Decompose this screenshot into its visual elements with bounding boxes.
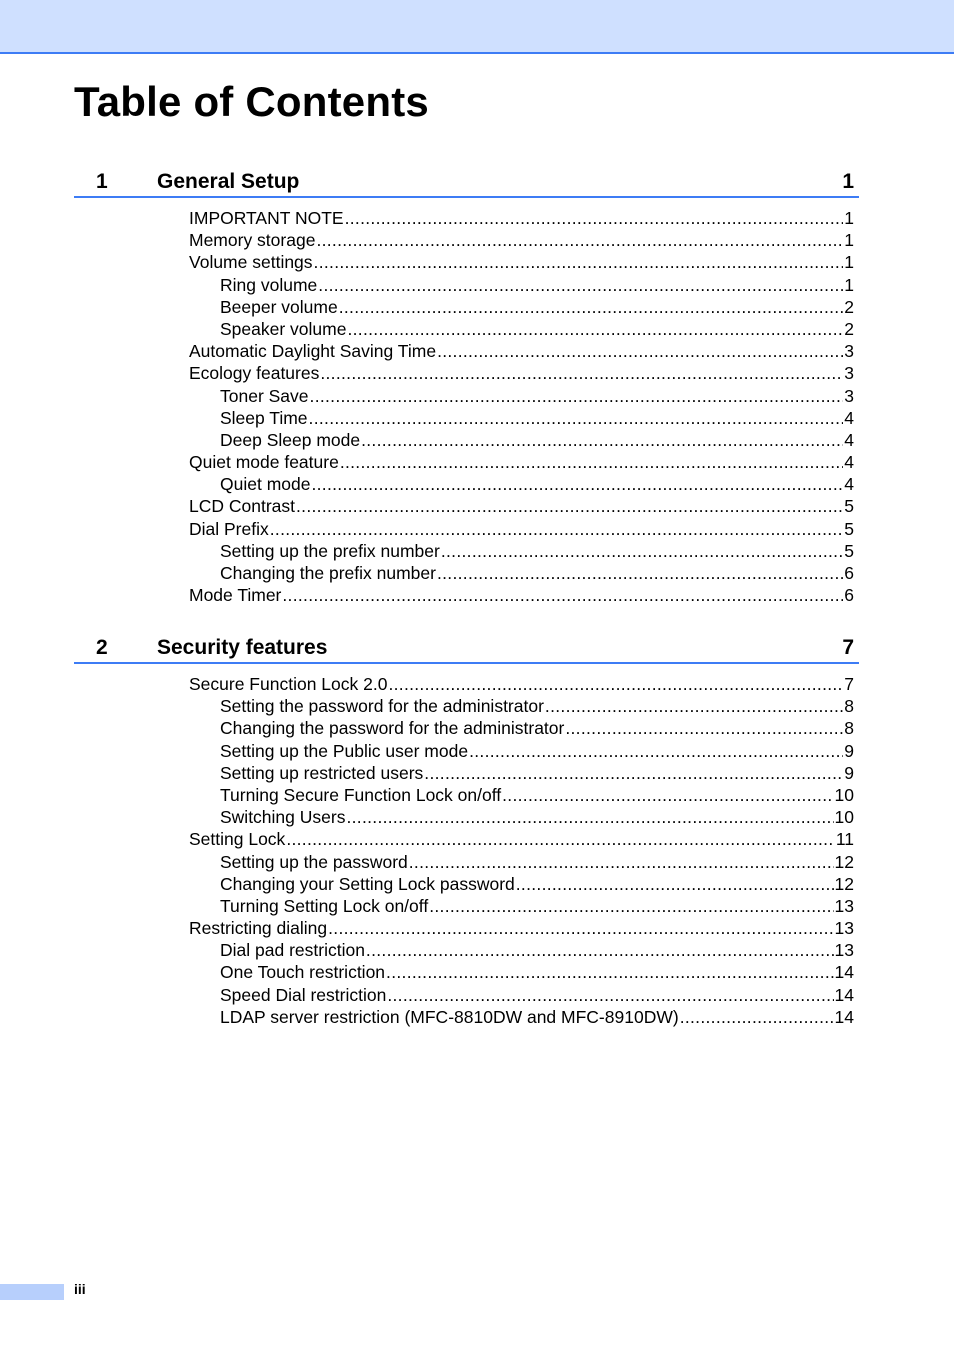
toc-entry-page: 13 xyxy=(834,940,854,961)
toc-entry-page: 14 xyxy=(834,962,854,983)
toc-entry-page: 14 xyxy=(834,1006,854,1027)
toc-entry[interactable] xyxy=(74,695,859,717)
footer-page-number: iii xyxy=(74,1281,86,1297)
toc-entry-page: 9 xyxy=(844,740,854,761)
toc-entry[interactable] xyxy=(74,961,859,983)
toc-entry-page: 4 xyxy=(844,407,854,428)
toc-entry-page: 7 xyxy=(844,674,854,694)
dot-leader xyxy=(314,251,844,273)
chapter-1 xyxy=(74,168,859,606)
chapter-number: 2 xyxy=(96,636,108,659)
dot-leader xyxy=(409,851,834,873)
toc-entry[interactable] xyxy=(74,740,859,762)
toc-entry-page: 12 xyxy=(834,873,854,894)
dot-leader xyxy=(282,584,843,606)
toc-entry[interactable] xyxy=(74,495,859,517)
dot-leader xyxy=(545,695,843,717)
toc-entry-page: 1 xyxy=(844,208,854,228)
toc-entry-page: 6 xyxy=(844,585,854,606)
dot-leader xyxy=(309,407,844,429)
toc-entry-text: Speaker volume xyxy=(220,318,347,339)
toc-entry[interactable] xyxy=(74,562,859,584)
toc-entry-page: 1 xyxy=(844,252,854,273)
chapter-number: 1 xyxy=(96,170,108,193)
dot-leader xyxy=(346,806,833,828)
dot-leader xyxy=(424,762,843,784)
toc-entry-page: 5 xyxy=(844,496,854,517)
toc-entry[interactable] xyxy=(74,1006,859,1028)
page-title: Table of Contents xyxy=(74,78,429,125)
dot-leader xyxy=(340,451,843,473)
toc-entry-text: Setting up the password xyxy=(220,851,408,872)
dot-leader xyxy=(366,939,834,961)
footer-tab xyxy=(0,1284,64,1300)
dot-leader xyxy=(516,873,834,895)
toc-entry-page: 4 xyxy=(844,452,854,473)
toc-entry[interactable] xyxy=(74,717,859,739)
toc-entry-page: 1 xyxy=(844,274,854,295)
dot-leader xyxy=(387,984,833,1006)
toc-entry-page: 4 xyxy=(844,429,854,450)
toc-entry[interactable] xyxy=(74,784,859,806)
dot-leader xyxy=(339,296,844,318)
toc-entry[interactable] xyxy=(74,939,859,961)
toc-entry-page: 5 xyxy=(844,540,854,561)
toc-entry[interactable] xyxy=(74,274,859,296)
toc-entry-page: 5 xyxy=(844,518,854,539)
dot-leader xyxy=(429,895,833,917)
toc-entry-text: Secure Function Lock 2.0 xyxy=(189,674,388,694)
toc-entry[interactable] xyxy=(74,895,859,917)
toc-entry-page: 1 xyxy=(844,230,854,251)
toc-entry-page: 6 xyxy=(844,563,854,583)
toc-entry[interactable] xyxy=(74,251,859,273)
toc-entry[interactable] xyxy=(74,873,859,895)
dot-leader xyxy=(310,385,844,407)
chapter-page: 7 xyxy=(842,636,854,659)
toc-entry-text: Deep Sleep mode xyxy=(220,429,361,450)
toc-entry-list xyxy=(74,207,859,606)
chapter-heading[interactable] xyxy=(74,634,859,664)
toc-entry[interactable] xyxy=(74,984,859,1006)
dot-leader xyxy=(316,229,843,251)
toc-entry-text: Speed Dial restriction xyxy=(220,984,387,1005)
toc-entry-page: 10 xyxy=(834,784,854,805)
toc-entry[interactable] xyxy=(74,229,859,251)
toc-entry-page: 11 xyxy=(835,829,854,850)
toc-entry-text: Turning Setting Lock on/off xyxy=(220,895,429,916)
dot-leader xyxy=(680,1006,834,1028)
toc-entry-page: 13 xyxy=(834,895,854,916)
toc-entry-text: Setting up restricted users xyxy=(220,762,424,783)
dot-leader xyxy=(565,717,843,739)
toc-entry-text: Quiet mode feature xyxy=(189,452,339,473)
toc-entry-text: One Touch restriction xyxy=(220,962,386,983)
dot-leader xyxy=(347,318,843,340)
toc-entry-text: Setting up the prefix number xyxy=(220,540,440,561)
toc-entry-text: LDAP server restriction (MFC-8810DW and MFC-8910DW) xyxy=(220,1006,679,1027)
chapter-title: Security features xyxy=(157,636,328,659)
chapter-heading[interactable] xyxy=(74,168,859,198)
toc-entry-text: Setting Lock xyxy=(189,829,286,850)
toc-entry-page: 2 xyxy=(844,318,854,339)
toc-entry-text: Toner Save xyxy=(220,385,309,406)
toc-entry-page: 14 xyxy=(834,984,854,1005)
dot-leader xyxy=(361,429,843,451)
dot-leader xyxy=(437,340,843,362)
toc-entry-text: Mode Timer xyxy=(189,585,282,606)
chapter-2 xyxy=(74,634,859,1028)
toc-entry[interactable] xyxy=(74,762,859,784)
dot-leader xyxy=(388,673,843,695)
toc-entry-text: Switching Users xyxy=(220,807,346,828)
toc-entry-page: 9 xyxy=(844,762,854,783)
toc-entry-text: Quiet mode xyxy=(220,474,311,495)
toc-entry-text: Volume settings xyxy=(189,252,313,273)
dot-leader xyxy=(296,495,843,517)
toc-entry-page: 13 xyxy=(834,918,854,939)
toc-entry[interactable] xyxy=(74,518,859,540)
toc-entry-text: LCD Contrast xyxy=(189,496,296,517)
toc-entry-text: Beeper volume xyxy=(220,296,338,317)
dot-leader xyxy=(320,362,843,384)
toc-entry-text: Turning Secure Function Lock on/off xyxy=(220,784,502,805)
dot-leader xyxy=(318,274,843,296)
header-band xyxy=(0,0,954,54)
toc-entry[interactable] xyxy=(74,340,859,362)
dot-leader xyxy=(437,562,843,584)
toc-entry[interactable] xyxy=(74,451,859,473)
toc-entry[interactable] xyxy=(74,828,859,850)
toc-entry-text: Setting the password for the administrator xyxy=(220,696,544,717)
toc-entry-text: Ecology features xyxy=(189,363,320,384)
toc-entry[interactable] xyxy=(74,473,859,495)
dot-leader xyxy=(469,740,843,762)
toc-entry-page: 4 xyxy=(844,474,854,495)
toc-entry-page: 8 xyxy=(844,718,854,739)
dot-leader xyxy=(328,917,833,939)
toc-entry[interactable] xyxy=(74,429,859,451)
toc-entry-text: Automatic Daylight Saving Time xyxy=(189,341,437,362)
chapter-page: 1 xyxy=(842,170,854,193)
toc-entry-text: Memory storage xyxy=(189,230,316,251)
toc-entry-text: IMPORTANT NOTE xyxy=(189,208,344,228)
toc-entry-page: 2 xyxy=(844,296,854,317)
toc-entry[interactable] xyxy=(74,540,859,562)
toc-entry[interactable] xyxy=(74,385,859,407)
toc-entry-page: 10 xyxy=(834,807,854,828)
toc-entry[interactable] xyxy=(74,851,859,873)
toc-entry[interactable] xyxy=(74,673,859,695)
chapter-title: General Setup xyxy=(157,170,300,193)
toc-entry-text: Dial pad restriction xyxy=(220,940,365,961)
toc-entry-page: 12 xyxy=(834,851,854,872)
dot-leader xyxy=(502,784,833,806)
dot-leader xyxy=(286,828,835,850)
toc-entry-text: Sleep Time xyxy=(220,407,308,428)
toc-entry-text: Setting up the Public user mode xyxy=(220,740,469,761)
dot-leader xyxy=(345,207,844,229)
toc-entry[interactable] xyxy=(74,806,859,828)
toc-entry[interactable] xyxy=(74,318,859,340)
dot-leader xyxy=(441,540,843,562)
dot-leader xyxy=(311,473,843,495)
toc-entry-page: 8 xyxy=(844,696,854,717)
dot-leader xyxy=(386,961,833,983)
toc-entry-text: Ring volume xyxy=(220,274,318,295)
toc-entry[interactable] xyxy=(74,584,859,606)
toc-entry-page: 3 xyxy=(844,341,854,362)
toc-entry[interactable] xyxy=(74,917,859,939)
toc-entry[interactable] xyxy=(74,407,859,429)
dot-leader xyxy=(270,518,844,540)
toc-entry-text: Changing the prefix number xyxy=(220,563,436,583)
toc-entry-text: Restricting dialing xyxy=(189,918,328,939)
toc-entry[interactable] xyxy=(74,296,859,318)
toc-entry[interactable] xyxy=(74,207,859,229)
toc-entry-list xyxy=(74,673,859,1028)
toc-entry[interactable] xyxy=(74,362,859,384)
toc-entry-text: Changing your Setting Lock password xyxy=(220,873,515,894)
toc-entry-text: Changing the password for the administrator xyxy=(220,718,565,739)
toc-entry-text: Dial Prefix xyxy=(189,518,269,539)
toc-entry-page: 3 xyxy=(844,363,854,384)
toc-entry-page: 3 xyxy=(844,385,854,406)
